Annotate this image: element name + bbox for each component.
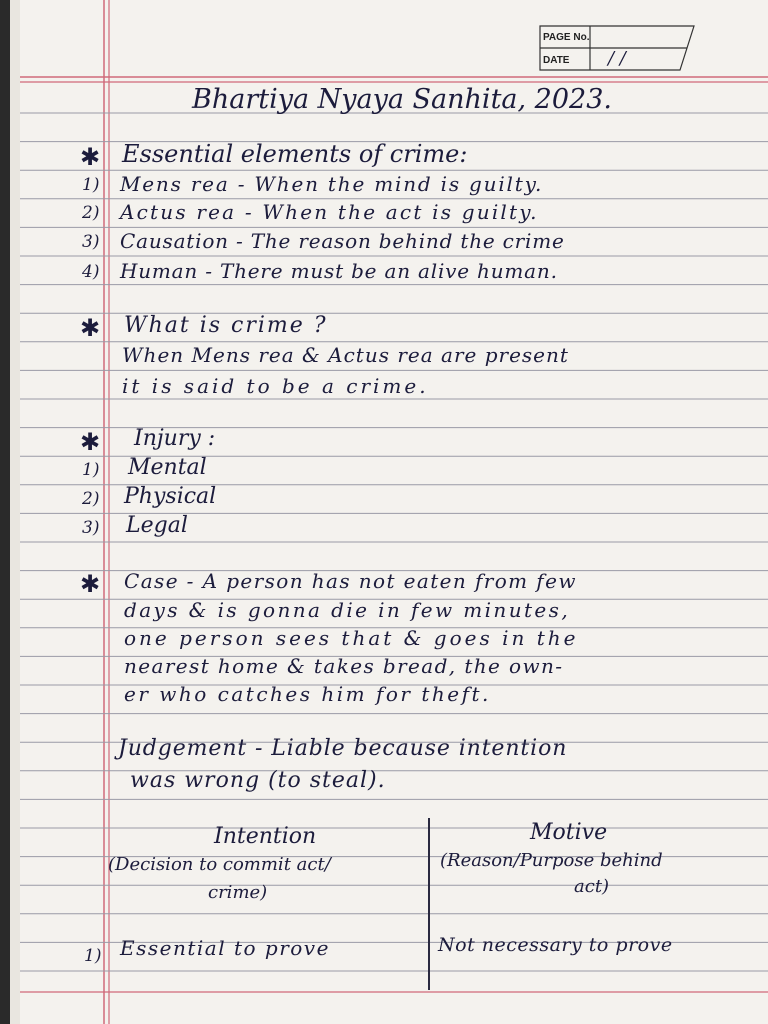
case-line: Case - A person has not eaten from few [124,569,577,593]
bullet-star-icon: ✱ [80,428,101,456]
case-line: er who catches him for theft. [124,682,491,706]
page-title: Bhartiya Nyaya Sanhita, 2023. [192,84,612,115]
bullet-star-icon: ✱ [80,570,101,598]
table-right-sub: act) [574,876,610,897]
table-row-right: Not necessary to prove [438,934,673,956]
date-value: / / [608,48,626,69]
case-line: days & is gonna die in few minutes, [124,598,571,622]
list-item: Causation - The reason behind the crime [120,229,565,253]
table-row-left: Essential to prove [120,936,330,960]
list-item: Actus rea - When the act is guilty. [120,200,539,224]
injury-heading: Injury : [134,426,216,451]
list-item: Human - There must be an alive human. [120,259,558,283]
elements-heading: Essential elements of crime: [122,140,468,168]
table-divider [428,818,430,990]
page-date-box [538,24,696,72]
crime-line: When Mens rea & Actus rea are present [122,343,569,367]
case-line: one person sees that & goes in the [124,626,579,650]
table-right-sub: (Reason/Purpose behind [440,850,663,871]
crime-line: it is said to be a crime. [122,374,429,398]
table-left-sub: crime) [208,882,268,903]
item-number: 2) [82,203,100,223]
item-number: 4) [82,262,100,282]
item-number: 3) [82,518,100,538]
item-number: 1) [82,175,100,195]
bullet-star-icon: ✱ [80,314,101,342]
date-label: DATE [543,55,570,66]
case-line: nearest home & takes bread, the own- [124,654,564,678]
list-item: Mens rea - When the mind is guilty. [120,172,544,196]
item-number: 1) [82,460,100,480]
judgement-line: was wrong (to steal). [130,768,386,793]
list-item: Physical [124,484,217,509]
table-right-heading: Motive [530,820,608,845]
list-item: Mental [128,455,207,480]
page-no-label: PAGE No. [543,32,590,43]
crime-heading: What is crime ? [124,313,328,338]
table-left-sub: (Decision to commit act/ [108,854,331,875]
judgement-line: Judgement - Liable because intention [118,736,568,761]
list-item: Legal [126,513,188,538]
item-number: 2) [82,489,100,509]
item-number: 1) [84,946,102,966]
table-left-heading: Intention [214,824,317,849]
item-number: 3) [82,232,100,252]
bullet-star-icon: ✱ [80,143,101,171]
